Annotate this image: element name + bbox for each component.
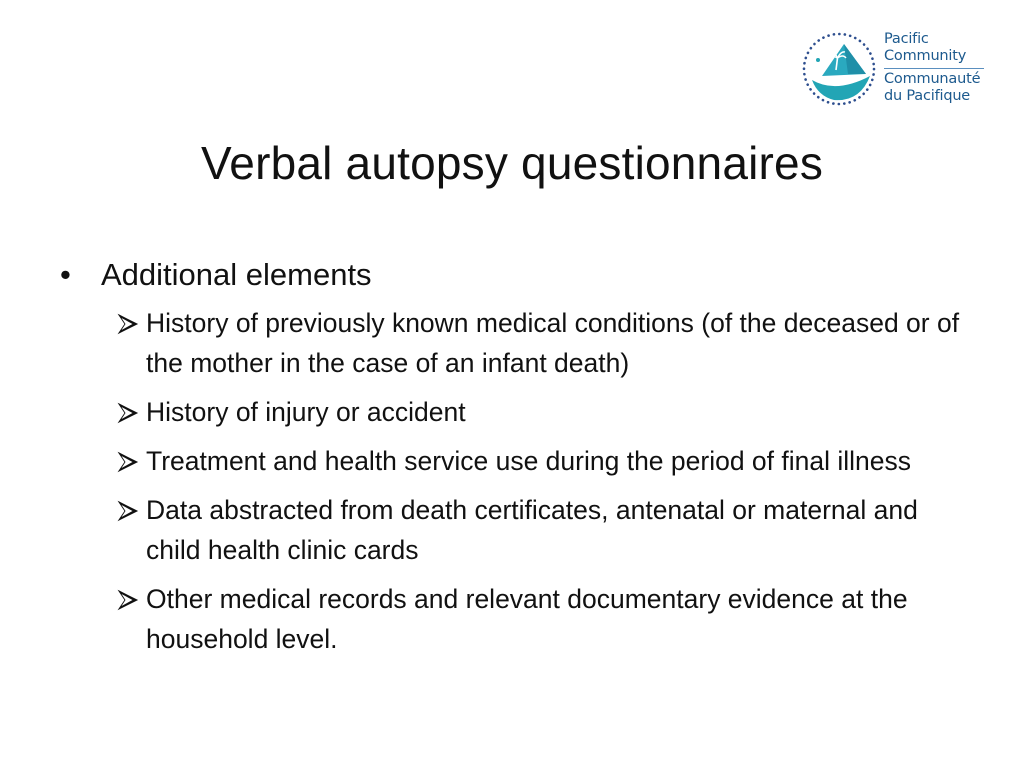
- subitem-treatment: [58, 441, 978, 481]
- arrow-bullet-icon: [116, 401, 140, 425]
- subitem-text: History of injury or accident: [146, 397, 466, 427]
- subitem-abstracted-data: [58, 490, 978, 570]
- logo-line-community: Community: [884, 48, 967, 64]
- bullet-additional-elements: [58, 253, 978, 297]
- pacific-community-emblem-icon: [800, 30, 878, 108]
- slide-title: Verbal autopsy questionnaires: [200, 137, 824, 189]
- logo-line-communaute: Communauté: [884, 71, 981, 87]
- arrow-bullet-icon: [116, 312, 140, 336]
- subitem-text: Treatment and health service use during the period of final illness: [146, 446, 912, 476]
- bullet-text: Additional elements: [101, 257, 372, 292]
- logo-line-pacific: Pacific: [884, 31, 929, 47]
- subitem-text: History of previously known medical conditions (of the deceased or of the mother in the case of an infant death): [146, 308, 960, 378]
- subitem-medical-history: [58, 303, 978, 383]
- bullet-dot-icon: •: [60, 257, 71, 292]
- logo-divider: [884, 68, 984, 69]
- subitem-text: Other medical records and relevant documentary evidence at the household level.: [146, 584, 908, 654]
- logo-line-du-pacifique: du Pacifique: [884, 88, 971, 104]
- arrow-bullet-icon: [116, 450, 140, 474]
- subitem-other-records: [58, 579, 978, 659]
- arrow-bullet-icon: [116, 588, 140, 612]
- slide-body: [58, 253, 978, 668]
- pacific-community-logo: [800, 30, 1000, 112]
- logo-wordmark: [884, 31, 996, 105]
- subitem-text: Data abstracted from death certificates, antenatal or maternal and child health clinic cards: [146, 495, 918, 565]
- subitem-injury-history: [58, 392, 978, 432]
- arrow-bullet-icon: [116, 499, 140, 523]
